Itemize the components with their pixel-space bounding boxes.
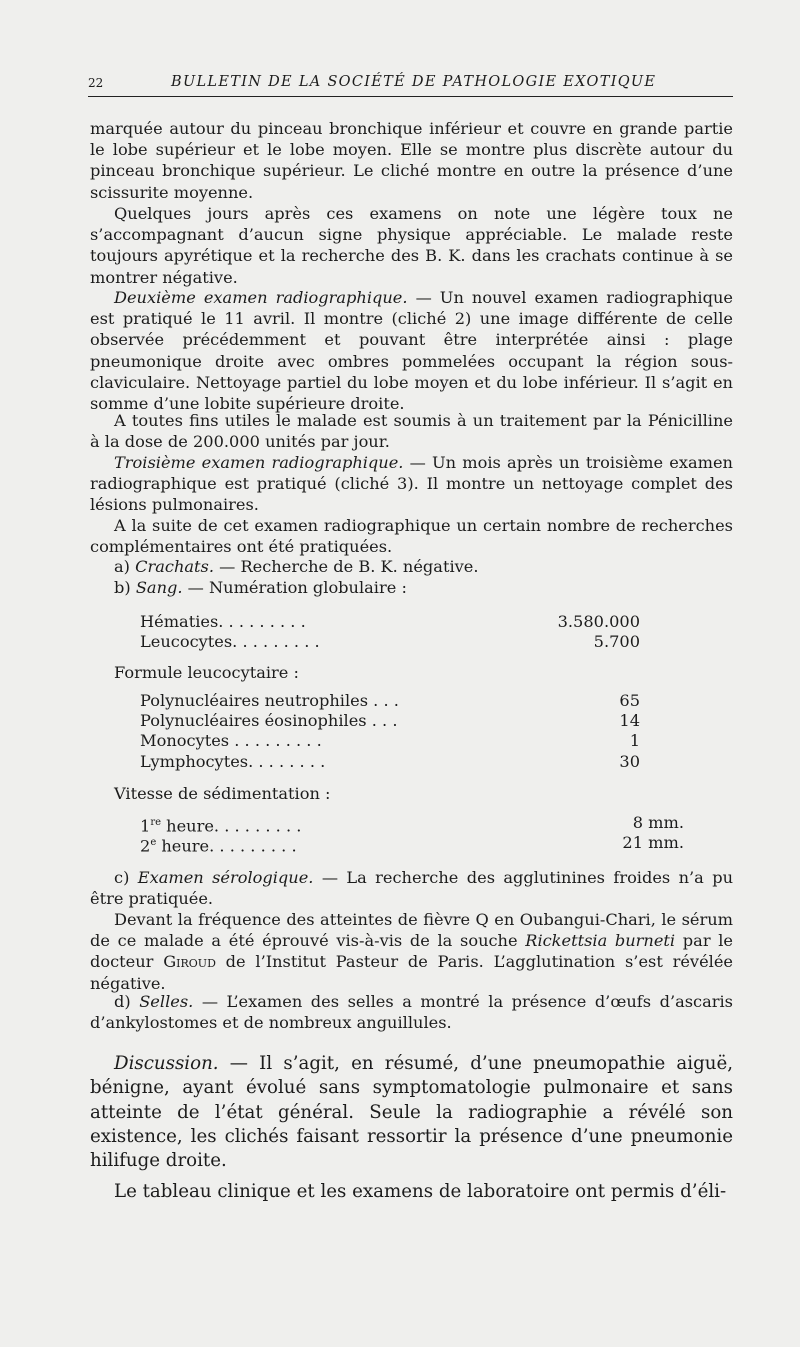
- table-row: 2e heure. . . . . . . . . 21 mm.: [140, 833, 684, 856]
- item-b-sang: b) Sang. — Numération globulaire :: [114, 578, 407, 597]
- table-row: Leucocytes. . . . . . . . . 5.700: [140, 632, 640, 652]
- paragraph-recherches: A la suite de cet examen radiographique un certain nombre de recherches complémentaires ont été pratiquées.: [90, 516, 733, 557]
- blood-count-table: [140, 612, 640, 652]
- doctor-name: Giroud: [163, 952, 216, 972]
- paragraph-discussion: Discussion. — Il s’agit, en résumé, d’une pneumopathie aiguë, bénigne, ayant évolué sans symptomatologie pulmonaire et sans atteinte de l’état général. Seule la radiographie a révélé son existence, les clichés faisant ressortir la présence d’une pneumonie hilifuge droite.: [90, 1053, 733, 1172]
- item-a-crachats: a) Crachats. — Recherche de B. K. négative.: [114, 557, 479, 576]
- table-row: Polynucléaires neutrophiles . . . 65: [140, 691, 640, 710]
- paragraph-fievre-q: Devant la fréquence des atteintes de fièvre Q en Oubangui-Chari, le sérum de ce malade a été éprouvé vis-à-vis de la souche Rickettsia burneti par le docteur Giroud de l’Institut Pasteur de Paris. L’agglutination s’est révélée négative.: [90, 910, 733, 993]
- paragraph-second-exam: Deuxième examen radiographique. — Un nouvel examen radiographique est pratiqué le 11 avril. Il montre (cliché 2) une image différente de celle observée précédemment et pouvant être interprétée ainsi : plage pneumonique droite avec ombres pommelées occupant la région sous-claviculaire. Nettoyage partiel du lobe moyen et du lobe inférieur. Il s’agit en somme d’une lobite supérieure droite.: [90, 288, 733, 414]
- sedimentation-table: [140, 813, 684, 856]
- paragraph-conclusion-start: Le tableau clinique et les examens de laboratoire ont permis d’éli-: [114, 1181, 727, 1202]
- paragraph-toux: Quelques jours après ces examens on note une légère toux ne s’accompagnant d’aucun signe physique appréciable. Le malade reste toujours apyrétique et la recherche des B. K. dans les crachats continue à se montrer négative.: [90, 204, 733, 287]
- page-number: 22: [88, 76, 104, 90]
- item-c-serologique: c) Examen sérologique. — La recherche des agglutinines froides n’a pu être pratiquée.: [90, 868, 734, 909]
- leukocyte-formula-table: [140, 691, 640, 772]
- paragraph-scissurite: marquée autour du pinceau bronchique inférieur et couvre en grande partie le lobe supérieur et le lobe moyen. Elle se montre plus discrète autour du pinceau bronchique supérieur. Le cliché montre en outre la présence d’une scissurite moyenne.: [90, 119, 733, 202]
- table-row: Polynucléaires éosinophiles . . . 14: [140, 711, 640, 731]
- paragraph-penicilline: A toutes fins utiles le malade est soumis à un traitement par la Pénicilline à la dose de 200.000 unités par jour.: [90, 411, 733, 452]
- paragraph-third-exam: Troisième examen radiographique. — Un mois après un troisième examen radiographique est pratiqué (cliché 3). Il montre un nettoyage complet des lésions pulmonaires.: [90, 453, 733, 515]
- species-name: Rickettsia burneti: [525, 931, 676, 951]
- section-heading: Deuxième examen radiographique.: [114, 288, 408, 307]
- running-title: BULLETIN DE LA SOCIÉTÉ DE PATHOLOGIE EXOTIQUE: [171, 74, 657, 90]
- section-heading: Discussion.: [114, 1053, 219, 1074]
- running-header: [88, 74, 733, 97]
- section-heading: Troisième examen radiographique.: [114, 453, 404, 472]
- table-row: Monocytes . . . . . . . . . 1: [140, 731, 640, 751]
- formula-title: Formule leucocytaire :: [114, 663, 299, 682]
- table-row: Lymphocytes. . . . . . . . 30: [140, 751, 640, 771]
- item-d-selles: d) Selles. — L’examen des selles a montré la présence d’œufs d’ascaris d’ankylostomes et de nombreux anguillules.: [90, 992, 733, 1033]
- sedimentation-title: Vitesse de sédimentation :: [114, 784, 331, 803]
- table-row: Hématies. . . . . . . . . 3.580.000: [140, 612, 640, 631]
- table-row: 1re heure. . . . . . . . . 8 mm.: [140, 813, 684, 836]
